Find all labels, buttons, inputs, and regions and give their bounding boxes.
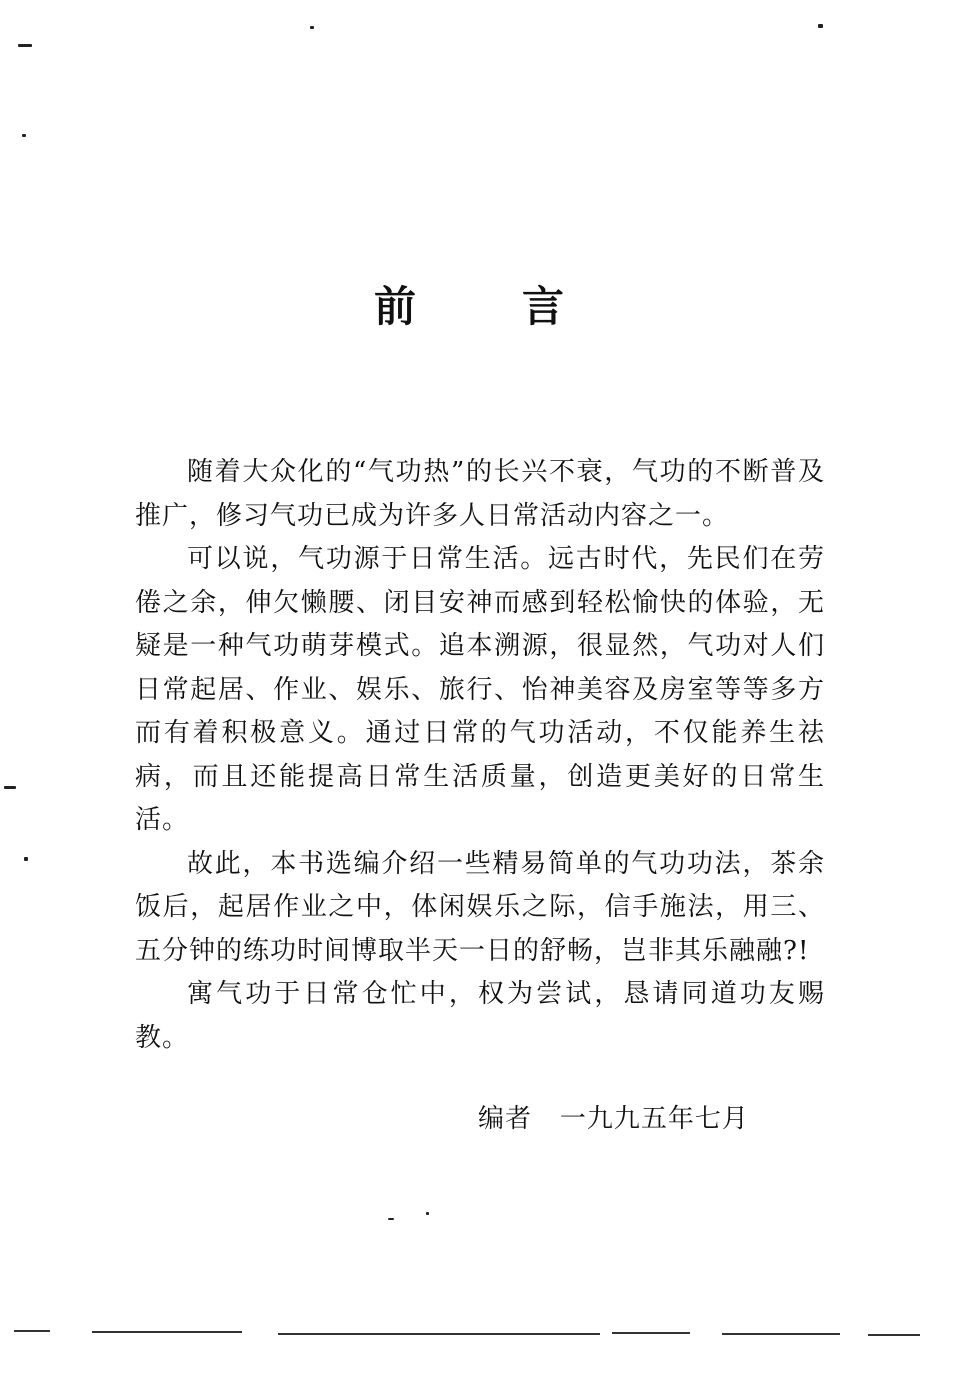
scan-line [722,1333,840,1335]
scan-speck [388,1218,394,1220]
scan-line [612,1332,690,1334]
scan-speck [4,786,16,789]
scan-line [868,1334,920,1336]
paragraph: 故此，本书选编介绍一些精易简单的气功功法，茶余饭后，起居作业之中，体闲娱乐之际，信手施法，用三、五分钟的练功时间博取半天一日的舒畅，岂非其乐融融?! [135,848,825,966]
signature-line [478,1098,749,1141]
scan-speck [22,134,26,137]
scan-speck [310,26,314,29]
scan-speck [426,1212,429,1215]
scan-speck [818,24,823,28]
scan-line [14,1330,50,1332]
paragraph: 寓气功于日常仓忙中，权为尝试，恳请同道功友赐教。 [135,979,825,1053]
signature-date: 一九九五年七月 [559,1104,749,1134]
title-char-1: 前 [374,282,417,331]
signature-author: 编者 [478,1104,533,1134]
page-title [0,282,954,332]
scan-speck [24,857,28,861]
scan-line [92,1331,242,1333]
scan-line [278,1333,600,1335]
title-char-2: 言 [522,282,565,331]
paragraph: 可以说，气功源于日常生活。远古时代，先民们在劳倦之余，伸欠懒腰、闭目安神而感到轻松愉快的体验，无疑是一种气功萌芽模式。追本溯源，很显然，气功对人们日常起居、作业、娱乐、旅行、怡神美容及房室等等多方而有着积极意义。通过日常的气功活动，不仅能养生祛病，而且还能提高日常生活质量，创造更美好的日常生活。 [135,544,825,835]
paragraph: 随着大众化的“气功热”的长兴不衰，气功的不断普及推广，修习气功已成为许多人日常活动内容之一。 [135,457,825,531]
scan-speck [18,44,32,47]
preface-body [135,451,825,1060]
